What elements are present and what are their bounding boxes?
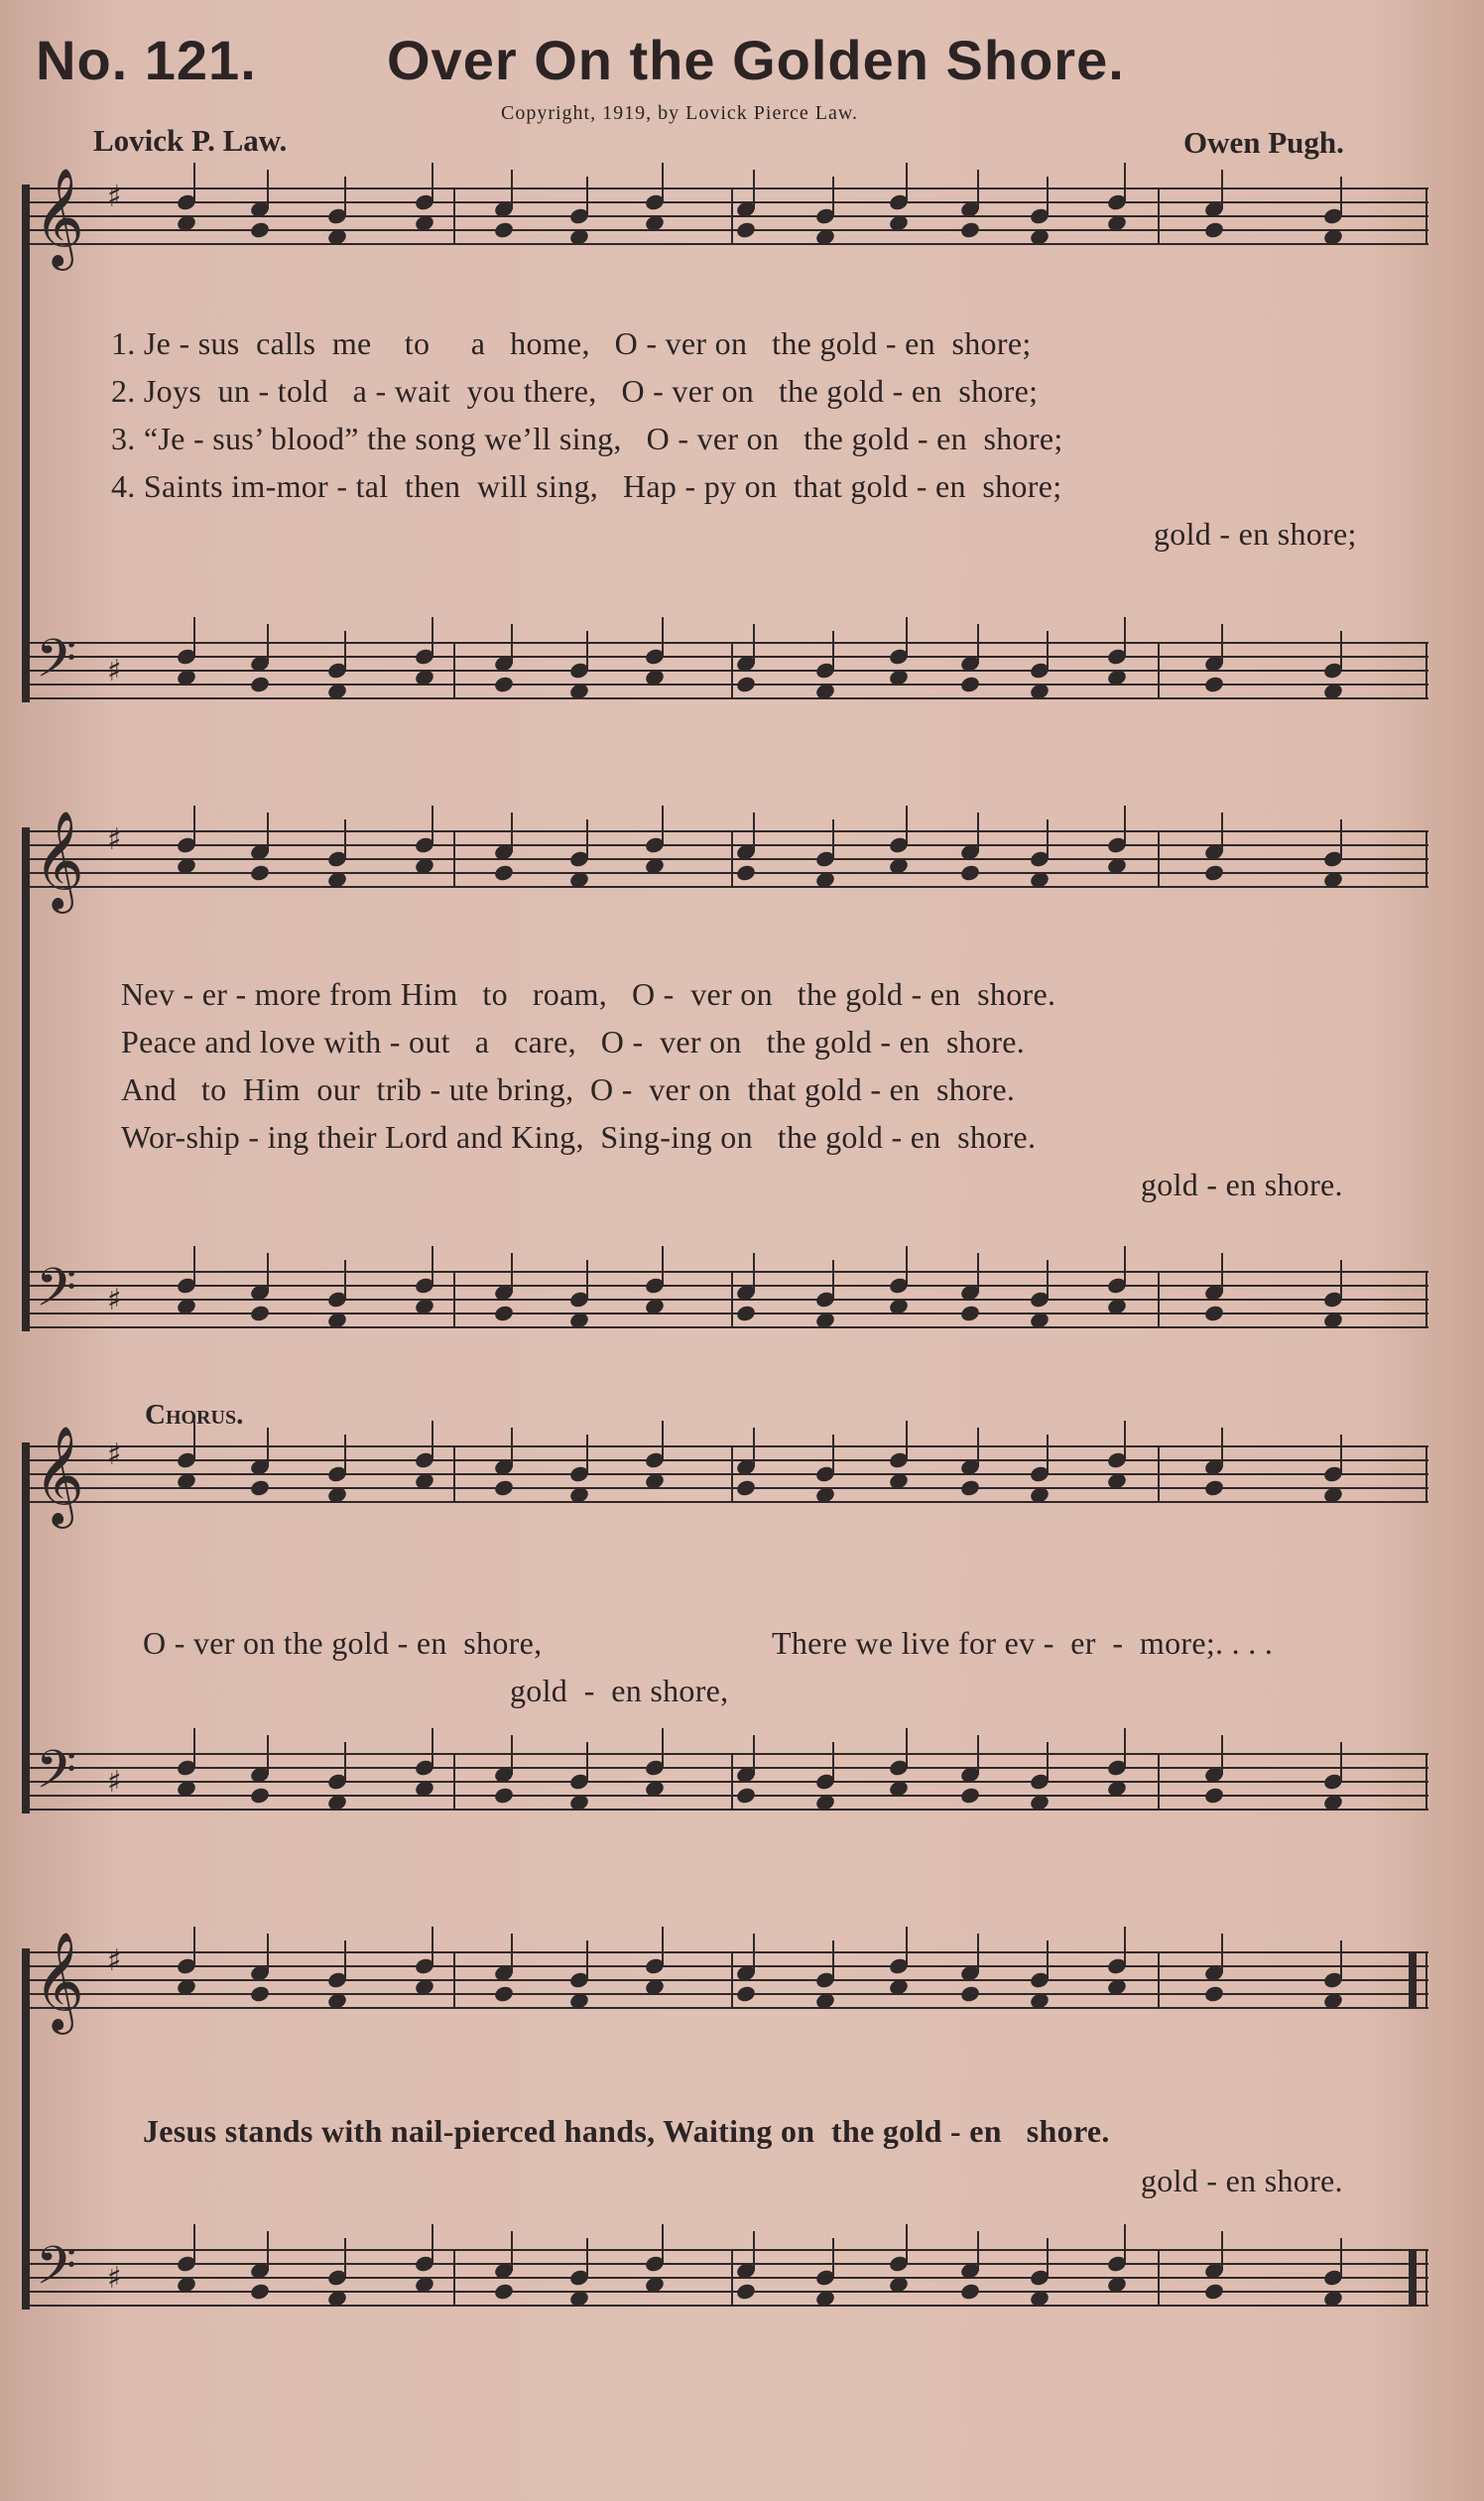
treble-1-note bbox=[493, 220, 515, 239]
hymn-number: No. 121. bbox=[36, 29, 257, 91]
treble-4-note bbox=[959, 1984, 981, 2003]
treble-1-note bbox=[959, 220, 981, 239]
final-barline bbox=[1409, 1952, 1417, 2008]
lyricist-credit: Lovick P. Law. bbox=[93, 123, 288, 158]
bass-4-note bbox=[249, 2282, 271, 2301]
treble-clef-icon: 𝄞 bbox=[34, 811, 84, 910]
chorus-label: Chorus. bbox=[145, 1399, 244, 1431]
treble-3-note bbox=[493, 1478, 515, 1497]
verse-4-line-2: Wor-ship - ing their Lord and King, Sing-ing on the gold - en shore. bbox=[121, 1119, 1037, 1155]
hymn-title: Over On the Golden Shore. bbox=[387, 29, 1125, 91]
bass-4-note bbox=[1203, 2282, 1225, 2301]
sharp-icon: ♯ bbox=[107, 1283, 122, 1317]
bass-2-note bbox=[1203, 1304, 1225, 1322]
treble-3-note bbox=[1203, 1478, 1225, 1497]
echo-line-4: gold - en shore. bbox=[1141, 2163, 1343, 2198]
bass-3-note bbox=[249, 1786, 271, 1805]
treble-4-note bbox=[493, 1984, 515, 2003]
verse-3-line-1: 3. “Je - sus’ blood” the song we’ll sing, O - ver on the gold - en shore; bbox=[111, 421, 1063, 456]
treble-2-note bbox=[959, 863, 981, 882]
treble-3-note bbox=[735, 1478, 757, 1497]
bass-4-note bbox=[493, 2282, 515, 2301]
sharp-icon: ♯ bbox=[107, 1943, 122, 1978]
bass-1-note bbox=[249, 675, 271, 693]
echo-line-3: gold - en shore, bbox=[510, 1673, 729, 1708]
bass-1-note bbox=[1203, 675, 1225, 693]
bass-1-note bbox=[493, 675, 515, 693]
sharp-icon: ♯ bbox=[107, 822, 122, 857]
echo-line-1: gold - en shore; bbox=[1154, 516, 1357, 552]
treble-clef-icon: 𝄞 bbox=[34, 1932, 84, 2031]
bass-3-note bbox=[1203, 1786, 1225, 1805]
bass-2-note bbox=[249, 1304, 271, 1322]
verse-2-line-2: Peace and love with - out a care, O - ver on the gold - en shore. bbox=[121, 1024, 1026, 1060]
bass-3-note bbox=[735, 1786, 757, 1805]
treble-4-note bbox=[1203, 1984, 1225, 2003]
bass-1-note bbox=[959, 675, 981, 693]
chorus-line-2: Jesus stands with nail-pierced hands, Waiting on the gold - en shore. bbox=[143, 2113, 1110, 2149]
treble-3-note bbox=[249, 1478, 271, 1497]
echo-line-2: gold - en shore. bbox=[1141, 1167, 1343, 1202]
final-barline bbox=[1409, 2250, 1417, 2306]
bass-2-note bbox=[959, 1304, 981, 1322]
treble-2-note bbox=[735, 863, 757, 882]
treble-4-note bbox=[249, 1984, 271, 2003]
treble-1-note bbox=[249, 220, 271, 239]
chorus-line-1: O - ver on the gold - en shore, bbox=[143, 1625, 543, 1661]
copyright-line: Copyright, 1919, by Lovick Pierce Law. bbox=[501, 102, 858, 124]
verse-1-line-1: 1. Je - sus calls me to a home, O - ver on the gold - en shore; bbox=[111, 325, 1032, 361]
sharp-icon: ♯ bbox=[107, 654, 122, 688]
treble-1-note bbox=[1203, 220, 1225, 239]
bass-4-note bbox=[735, 2282, 757, 2301]
bass-4-note bbox=[959, 2282, 981, 2301]
composer-credit: Owen Pugh. bbox=[1183, 125, 1344, 160]
sharp-icon: ♯ bbox=[107, 2261, 122, 2296]
treble-1-note bbox=[735, 220, 757, 239]
chorus-line-1b: There we live for ev - er - more;. . . . bbox=[772, 1625, 1274, 1661]
treble-2-note bbox=[249, 863, 271, 882]
treble-2-note bbox=[1203, 863, 1225, 882]
bass-2-note bbox=[493, 1304, 515, 1322]
bass-clef-icon: 𝄢 bbox=[36, 629, 77, 702]
sharp-icon: ♯ bbox=[107, 180, 122, 214]
bass-2-note bbox=[735, 1304, 757, 1322]
bass-clef-icon: 𝄢 bbox=[36, 1258, 77, 1331]
bass-3-note bbox=[493, 1786, 515, 1805]
sharp-icon: ♯ bbox=[107, 1765, 122, 1800]
treble-3-note bbox=[959, 1478, 981, 1497]
treble-2-note bbox=[493, 863, 515, 882]
sharp-icon: ♯ bbox=[107, 1438, 122, 1472]
verse-3-line-2: And to Him our trib - ute bring, O - ver on that gold - en shore. bbox=[121, 1071, 1016, 1107]
treble-clef-icon: 𝄞 bbox=[34, 1426, 84, 1525]
verse-2-line-1: 2. Joys un - told a - wait you there, O - ver on the gold - en shore; bbox=[111, 373, 1039, 409]
bass-clef-icon: 𝄢 bbox=[36, 1740, 77, 1813]
treble-4-note bbox=[735, 1984, 757, 2003]
bass-3-note bbox=[959, 1786, 981, 1805]
verse-4-line-1: 4. Saints im-mor - tal then will sing, Hap - py on that gold - en shore; bbox=[111, 468, 1062, 504]
verse-1-line-2: Nev - er - more from Him to roam, O - ver on the gold - en shore. bbox=[121, 976, 1056, 1012]
bass-clef-icon: 𝄢 bbox=[36, 2236, 77, 2310]
treble-clef-icon: 𝄞 bbox=[34, 168, 84, 267]
bass-1-note bbox=[735, 675, 757, 693]
